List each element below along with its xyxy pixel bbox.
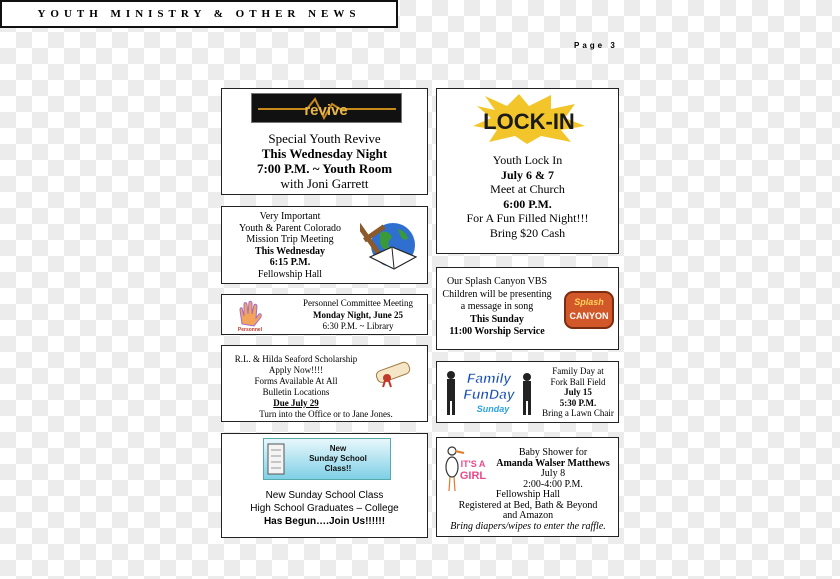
personnel-line-3: 6:30 P.M. ~ Library (322, 321, 394, 331)
mission-line-3: Mission Trip Meeting (246, 234, 334, 245)
family-line-1: Family Day at (552, 366, 604, 376)
lockin-box (436, 88, 619, 254)
lockin-logo (467, 92, 591, 144)
splash-line-5: 11:00 Worship Service (449, 326, 545, 337)
splash-logo-bottom: CANYON (569, 311, 609, 321)
mission-line-4: This Wednesday (254, 245, 326, 257)
scholarship-line-5: Due July 29 (273, 398, 319, 408)
badge-line-1: IT'S A (460, 459, 486, 469)
shower-box (436, 437, 619, 537)
mission-line-1: Very Important (259, 211, 321, 222)
hand-icon (232, 298, 268, 332)
personnel-line-1: Personnel Committee Meeting (303, 298, 413, 308)
family-logo-line-2: FunDay (463, 386, 515, 402)
family-line-3: July 15 (564, 387, 592, 397)
sunday-school-line-1: New Sunday School Class (265, 490, 384, 501)
scholarship-line-1: R.L. & Hilda Seaford Scholarship (234, 354, 358, 364)
mission-line-6: Fellowship Hall (257, 268, 323, 280)
book-icon (266, 442, 288, 476)
lockin-logo-text: LOCK-IN (483, 109, 575, 134)
mission-box (221, 206, 428, 284)
splash-line-4: This Sunday (470, 313, 524, 325)
splash-canyon-logo (563, 288, 615, 332)
badge-line-2: GIRL (459, 470, 487, 482)
splash-logo-top: Splash (574, 297, 604, 307)
shower-line-3: July 8 (540, 468, 566, 479)
family-line-2: Fork Ball Field (550, 376, 606, 387)
lockin-line-1: Youth Lock In (492, 153, 563, 167)
diploma-icon (372, 358, 416, 388)
revive-box (221, 88, 428, 195)
splash-line-3: a message in song (460, 301, 534, 312)
family-logo-line-3: Sunday (476, 404, 510, 414)
scholarship-line-3: Forms Available At All (254, 376, 338, 386)
mission-line-5: 6:15 P.M. (269, 257, 311, 268)
family-funday-logo (441, 365, 537, 419)
family-logo-line-1: Family (466, 370, 512, 386)
lockin-line-6: Bring $20 Cash (489, 225, 566, 240)
banner-line-3: Class!! (324, 464, 352, 473)
sunday-school-box (221, 433, 428, 538)
shower-line-8: Bring diapers/wipes to enter the raffle. (450, 520, 606, 532)
banner-line-2: Sunday School (309, 454, 367, 463)
sunday-school-line-2: High School Graduates – College (250, 503, 399, 514)
scholarship-box (221, 345, 428, 422)
personnel-icon-label: Personnel (237, 327, 263, 332)
sunday-school-line-3: Has Begun….Join Us!!!!!! (263, 516, 386, 527)
lockin-line-2: July 6 & 7 (500, 167, 554, 182)
page-number: Page 3 (574, 41, 618, 50)
personnel-line-2: Monday Night, June 25 (312, 309, 403, 320)
lockin-line-5: For A Fun Filled Night!!! (466, 211, 589, 225)
family-box (436, 361, 619, 423)
shower-line-7: and Amazon (502, 510, 554, 521)
family-line-5: Bring a Lawn Chair (542, 408, 614, 418)
revive-line-1: Special Youth Revive (268, 131, 381, 146)
section-header: YOUTH MINISTRY & OTHER NEWS (0, 0, 398, 28)
globe-bible-icon (360, 217, 422, 275)
scholarship-line-4: Bulletin Locations (262, 387, 330, 397)
mission-line-2: Youth & Parent Colorado (238, 222, 342, 234)
banner-line-1: New (329, 444, 347, 453)
lockin-line-3: Meet at Church (490, 182, 565, 196)
family-line-4: 5:30 P.M. (559, 397, 597, 408)
shower-line-5: Fellowship Hall (495, 489, 561, 500)
revive-line-3: 7:00 P.M. ~ Youth Room (256, 161, 393, 176)
shower-line-2: Amanda Walser Matthews (496, 457, 610, 469)
revive-line-4: with Joni Garrett (280, 176, 369, 191)
splash-line-1: Our Splash Canyon VBS (446, 276, 548, 287)
lockin-line-4: 6:00 P.M. (503, 196, 552, 211)
scholarship-line-2: Apply Now!!!! (268, 365, 324, 375)
shower-line-6: Registered at Bed, Bath & Beyond (458, 499, 598, 511)
sunday-school-banner (263, 438, 391, 480)
scholarship-line-6: Turn into the Office or to Jane Jones. (259, 409, 393, 419)
shower-line-4: 2:00-4:00 P.M. (523, 478, 583, 490)
revive-logo-graphic (252, 94, 401, 122)
splash-box (436, 267, 619, 350)
personnel-box (221, 294, 428, 335)
splash-line-2: Children will be presenting (442, 288, 552, 300)
revive-logo (251, 93, 402, 123)
revive-logo-text: revive (304, 102, 348, 119)
revive-line-2: This Wednesday Night (261, 146, 388, 161)
shower-line-1: Baby Shower for (518, 447, 588, 458)
